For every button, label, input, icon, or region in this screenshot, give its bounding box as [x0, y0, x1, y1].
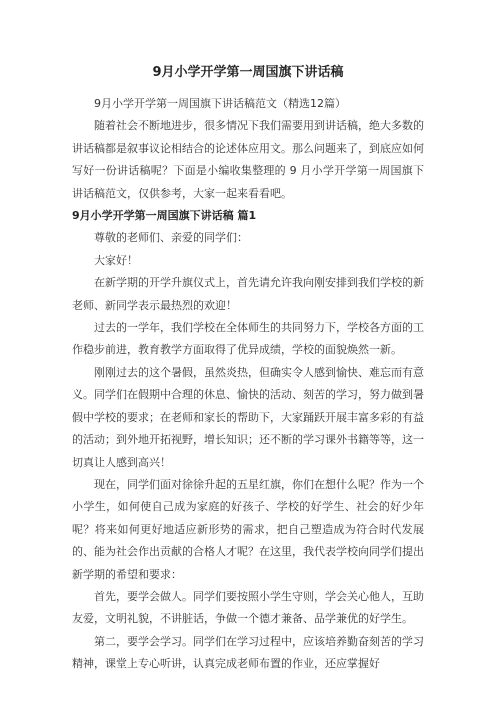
paragraph-second-point: 第二，要学会学习。同学们在学习过程中，应该培养勤奋刻苦的学习精神，课堂上专心听讲，认真完成老师布置的作业，还应掌握好 [72, 634, 424, 671]
paragraph-past-year: 过去的一学年，我们学校在全体师生的共同努力下，学校各方面的工作稳步前进，教育教学方面取得了优异成绩，学校的面貌焕然一新。 [72, 321, 424, 357]
document-title: 9月小学开学第一周国旗下讲话稿 [152, 65, 344, 80]
paragraph-intro: 随着社会不断地进步，很多情况下我们需要用到讲话稿，绝大多数的讲话稿都是叙事议论相结合的论述体应用文。那么问题来了，到底应如何写好一份讲话稿呢？下面是小编收集整理的 9 月小学开学第一周国旗下讲话稿范文，仅供参考，大家一起来看看吧。 [72, 119, 424, 200]
section-heading: 9月小学开学第一周国旗下讲话稿 篇1 [72, 209, 257, 223]
paragraph-flag: 现在，同学们面对徐徐升起的五星红旗，你们在想什么呢？作为一个小学生，如何使自己成为家庭的好孩子、学校的好学生、社会的好少年呢？将来如何更好地适应新形势的需求，把自己塑造成为符合时代发展的、能为社会作出贡献的合格人才呢？在这里，我代表学校向同学们提出新学期的希望和要求： [72, 477, 424, 581]
paragraph-subtitle: 9月小学开学第一周国旗下讲话稿范文（精选12篇） [94, 97, 346, 110]
paragraph-greeting: 大家好！ [94, 253, 138, 267]
paragraph-salutation: 尊敬的老师们、亲爱的同学们： [94, 231, 248, 245]
paragraph-welcome: 在新学期的开学升旗仪式上，首先请允许我向刚安排到我们学校的新老师、新同学表示最热烈的欢迎！ [72, 276, 424, 312]
paragraph-summer: 刚刚过去的这个暑假，虽然炎热，但确实令人感到愉快、难忘而有意义。同学们在假期中合理的休息、愉快的活动、刻苦的学习，努力做到暑假中学校的要求；在老师和家长的帮助下，大家踊跃开展丰富多彩的有益的活动；到外地开拓视野，增长知识；还不断的学习课外书籍等等，这一切真让人感到高兴！ [72, 365, 424, 469]
paragraph-first-point: 首先，要学会做人。同学们要按照小学生守则，学会关心他人，互助友爱，文明礼貌，不讲脏话，争做一个德才兼备、品学兼优的好学生。 [72, 589, 424, 626]
